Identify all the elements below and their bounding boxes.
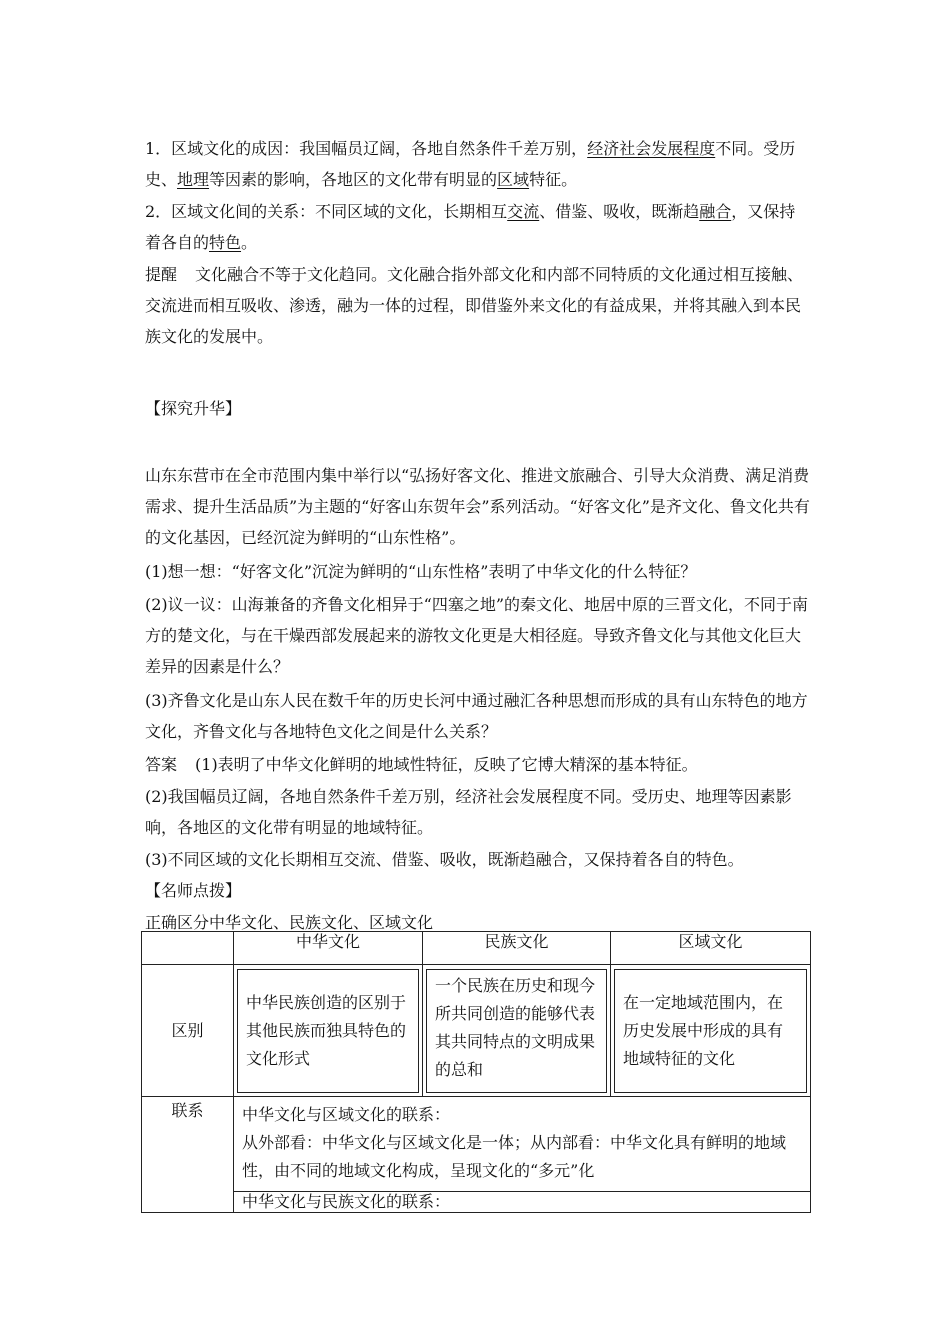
tip-paragraph	[145, 259, 810, 352]
text: 。	[241, 233, 258, 252]
header-cell: 区域文化	[611, 932, 811, 965]
question-2: (2)议一议：山海兼备的齐鲁文化相异于“四塞之地”的秦文化、地居中原的三晋文化，不同于南方的楚文化，与在干燥西部发展起来的游牧文化更是大相径庭。导致齐鲁文化与其他文化巨大差异的因素是什么？	[145, 595, 809, 676]
header-cell	[142, 932, 234, 965]
question-1: (1)想一想：“好客文化”沉淀为鲜明的“山东性格”表明了中华文化的什么特征？	[145, 562, 697, 581]
answer-3: (3)不同区域的文化长期相互交流、借鉴、吸收，既渐趋融合，又保持着各自的特色。	[145, 850, 744, 869]
table-cell	[234, 965, 423, 1097]
question-3: (3)齐鲁文化是山东人民在数千年的历史长河中通过融汇各种思想而形成的具有山东特色的地方文化，齐鲁文化与各地特色文化之间是什么关系？	[145, 691, 808, 741]
table-cell	[423, 965, 611, 1097]
answer-2: (2)我国幅员辽阔，各地自然条件千差万别，经济社会发展程度不同。受历史、地理等因素影响，各地区的文化带有明显的地域特征。	[145, 787, 792, 837]
table-row-connection	[142, 1097, 811, 1192]
table-row-difference	[142, 965, 811, 1097]
relation-paragraph	[145, 196, 810, 258]
text: 、借鉴、吸收，既渐趋	[539, 202, 700, 221]
text: 特征。	[529, 170, 578, 189]
answer-text: (1)表明了中华文化鲜明的地域性特征，反映了它博大精深的基本特征。	[195, 755, 698, 774]
cell-text: 一个民族在历史和现今所共同创造的能够代表其共同特点的文明成果的总和	[435, 975, 596, 1079]
table-caption: 正确区分中华文化、民族文化、区域文化	[145, 913, 434, 932]
text: 等因素的影响，各地区的文化带有明显的	[209, 170, 498, 189]
table-header-row	[142, 932, 811, 965]
row-label: 联系	[142, 1097, 234, 1213]
cell-text: 在一定地域范围内，在历史发展中形成的具有地域特征的文化	[623, 992, 784, 1068]
header-cell: 中华文化	[234, 932, 423, 965]
tip-text: 文化融合不等于文化趋同。文化融合指外部文化和内部不同特质的文化通过相互接触、交流进而相互吸收、渗透，融为一体的过程，即借鉴外来文化的有益成果，并将其融入到本民族文化的发展中。	[145, 265, 804, 346]
cause-paragraph	[145, 133, 810, 195]
tip-label: 提醒	[145, 265, 178, 284]
underlined-term: 地理	[177, 170, 210, 189]
table-cell	[234, 1097, 811, 1192]
answer-label: 答案	[145, 755, 178, 774]
text: 1．区域文化的成因：我国幅员辽阔，各地自然条件千差万别，	[145, 139, 588, 158]
text: 2．区域文化间的关系：不同区域的文化，长期相互	[145, 202, 508, 221]
explore-heading: 【探究升华】	[145, 399, 242, 418]
underlined-term: 融合	[699, 202, 732, 221]
underlined-term: 经济社会发展程度	[587, 139, 716, 158]
table-cell	[611, 965, 811, 1097]
table-row-connection-2	[142, 1192, 811, 1213]
row-label: 区别	[142, 965, 234, 1097]
table-cell	[234, 1192, 811, 1213]
teacher-heading: 【名师点拨】	[145, 881, 242, 900]
explore-intro: 山东东营市在全市范围内集中举行以“弘扬好客文化、推进文旅融合、引导大众消费、满足消费需求、提升生活品质”为主题的“好客山东贺年会”系列活动。“好客文化”是齐文化、鲁文化共有的文化基因，已经沉淀为鲜明的“山东性格”。	[145, 466, 810, 547]
cell-text: 中华民族创造的区别于其他民族而独具特色的文化形式	[246, 992, 407, 1068]
text: 不同。受历史、	[145, 139, 796, 189]
underlined-term: 特色	[209, 233, 242, 252]
cell-title: 中华文化与区域文化的联系：	[242, 1105, 451, 1124]
comparison-table	[141, 931, 811, 1213]
underlined-term: 区域	[497, 170, 530, 189]
header-cell: 民族文化	[423, 932, 611, 965]
cell-text: 从外部看：中华文化与区域文化是一体；从内部看：中华文化具有鲜明的地域性，由不同的地域文化构成，呈现文化的“多元”化	[242, 1133, 787, 1180]
underlined-term: 交流	[507, 202, 540, 221]
cell-title: 中华文化与民族文化的联系：	[242, 1192, 451, 1211]
text: ，又保持着各自的	[145, 202, 796, 252]
answer-1	[145, 749, 810, 780]
